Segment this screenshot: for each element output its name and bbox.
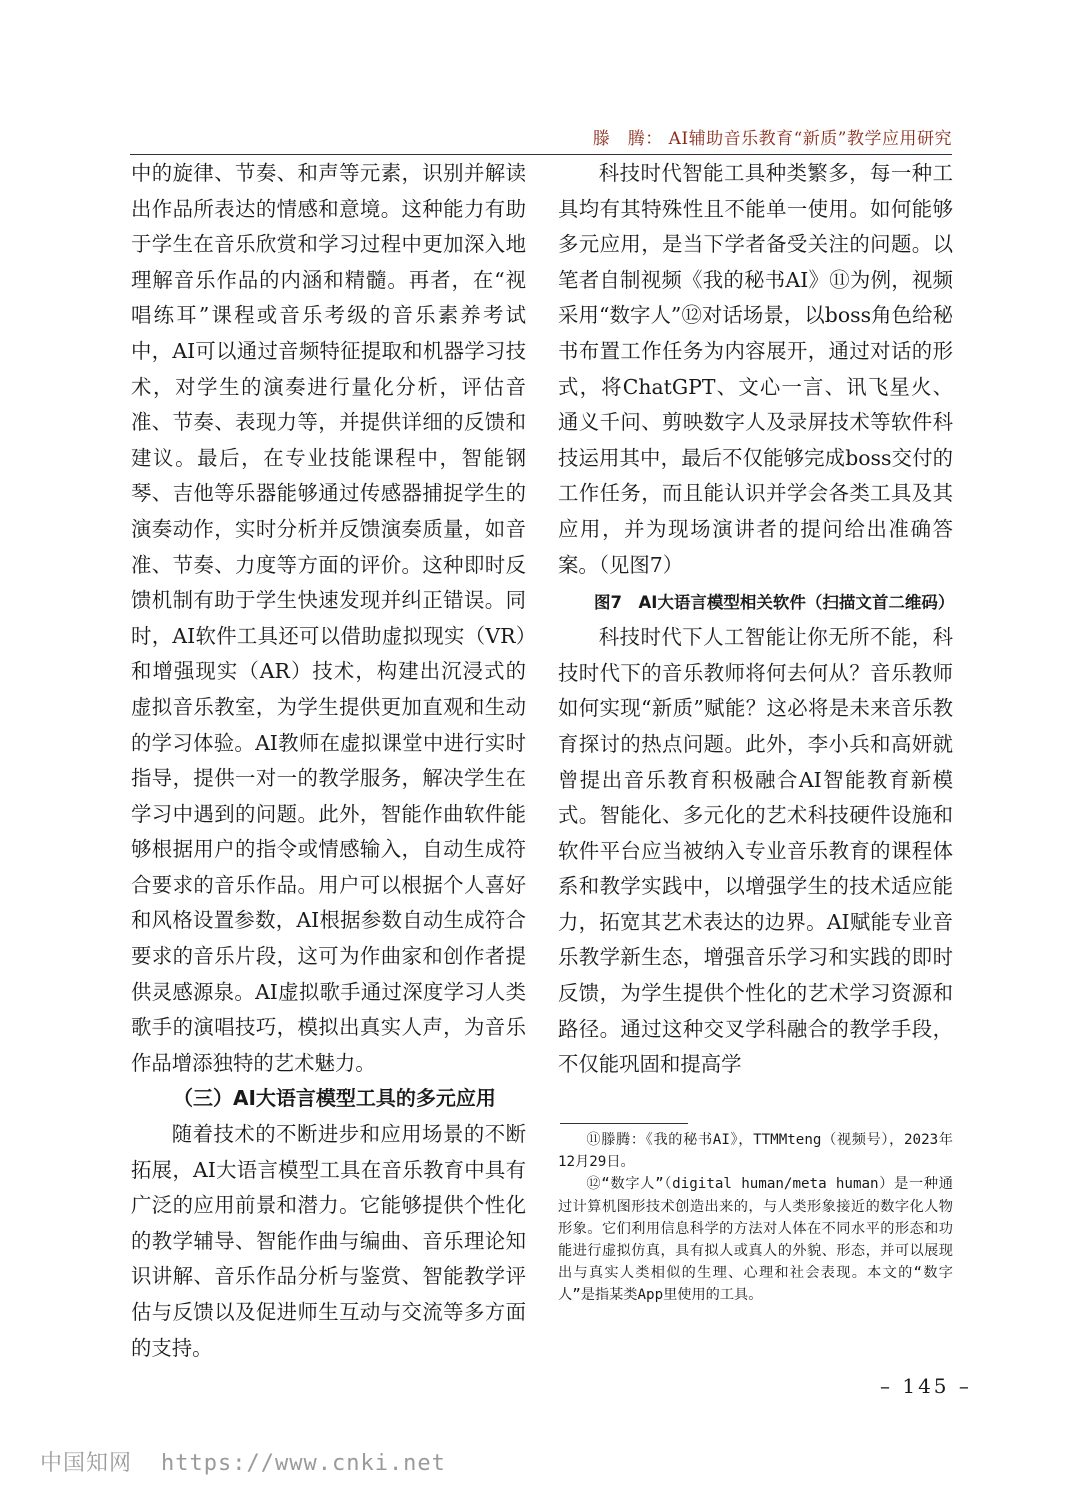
- page-number: – 145 –: [880, 1374, 972, 1398]
- right-column: [558, 156, 953, 1083]
- figure-caption: 图7 AI大语言模型相关软件（扫描文首二维码）: [594, 593, 955, 613]
- footnote-11: ⑪滕腾：《我的秘书AI》，TTMMteng（视频号），2023年12月29日。: [558, 1132, 953, 1171]
- body-paragraph: 中的旋律、节奏、和声等元素，识别并解读出作品所表达的情感和意境。这种能力有助于学生在音乐欣赏和学习过程中更加深入地理解音乐作品的内涵和精髓。再者，在“视唱练耳”课程或音乐考级的音乐素养考试中，AI可以通过音频特征提取和机器学习技术，对学生的演奏进行量化分析，评估音准、节奏、表现力等，并提供详细的反馈和建议。最后，在专业技能课程中，智能钢琴、吉他等乐器能够通过传感器捕捉学生的演奏动作，实时分析并反馈演奏质量，如音准、节奏、力度等方面的评价。这种即时反馈机制有助于学生快速发现并纠正错误。同时，AI软件工具还可以借助虚拟现实（VR）和增强现实（AR）技术，构建出沉浸式的虚拟音乐教室，为学生提供更加直观和生动的学习体验。AI教师在虚拟课堂中进行实时指导，提供一对一的教学服务，解决学生在学习中遇到的问题。此外，智能作曲软件能够根据用户的指令或情感输入，自动生成符合要求的音乐作品。用户可以根据个人喜好和风格设置参数，AI根据参数自动生成符合要求的音乐片段，这可为作曲家和创作者提供灵感源泉。AI虚拟歌手通过深度学习人类歌手的演唱技巧，模拟出真实人声，为音乐作品增添独特的艺术魅力。: [131, 161, 526, 1075]
- left-column: [131, 156, 526, 1366]
- footnotes: [558, 1129, 953, 1307]
- watermark-url: https://www.cnki.net: [161, 1451, 446, 1476]
- footnote-12: ⑫“数字人”（digital human/meta human）是一种通过计算机图形技术创造出来的，与人类形象接近的数字化人物形象。它们利用信息科学的方法对人体在不同水平的形态和功能进行虚拟仿真，具有拟人或真人的外貌、形态，并可以展现出与真实人类相似的生理、心理和社会表现。本文的“数字人”是指某类App里使用的工具。: [558, 1176, 953, 1304]
- body-paragraph: 科技时代下人工智能让你无所不能，科技时代下的音乐教师将何去何从？音乐教师如何实现“新质”赋能？这必将是未来音乐教育探讨的热点问题。此外，李小兵和高妍就曾提出音乐教育积极融合AI智能教育新模式。智能化、多元化的艺术科技硬件设施和软件平台应当被纳入专业音乐教育的课程体系和教学实践中，以增强学生的技术适应能力，拓宽其艺术表达的边界。AI赋能专业音乐教学新生态，增强音乐学习和实践的即时反馈，为学生提供个性化的艺术学习资源和路径。通过这种交叉学科融合的教学手段，不仅能巩固和提高学: [558, 625, 953, 1077]
- cnki-logo: 中国知网: [40, 1451, 133, 1476]
- running-header: 滕 腾： AI辅助音乐教育“新质”教学应用研究: [592, 129, 952, 149]
- footnote-divider: [560, 1123, 688, 1124]
- body-paragraph: 随着技术的不断进步和应用场景的不断拓展，AI大语言模型工具在音乐教育中具有广泛的应用前景和潜力。它能够提供个性化的教学辅导、智能作曲与编曲、音乐理论知识讲解、音乐作品分析与鉴赏、智能教学评估与反馈以及促进师生互动与交流等多方面的支持。: [131, 1122, 526, 1360]
- body-paragraph: 科技时代智能工具种类繁多，每一种工具均有其特殊性且不能单一使用。如何能够多元应用，是当下学者备受关注的问题。以笔者自制视频《我的秘书AI》⑪为例，视频采用“数字人”⑫对话场景，以boss角色给秘书布置工作任务为内容展开，通过对话的形式，将ChatGPT、文心一言、讯飞星火、通义千问、剪映数字人及录屏技术等软件科技运用其中，最后不仅能够完成boss交付的工作任务，而且能认识并学会各类工具及其应用，并为现场演讲者的提问给出准确答案。（见图7）: [558, 161, 953, 577]
- section-heading: （三）AI大语言模型工具的多元应用: [173, 1086, 496, 1111]
- watermark: [40, 1446, 446, 1477]
- header-divider: [130, 154, 952, 155]
